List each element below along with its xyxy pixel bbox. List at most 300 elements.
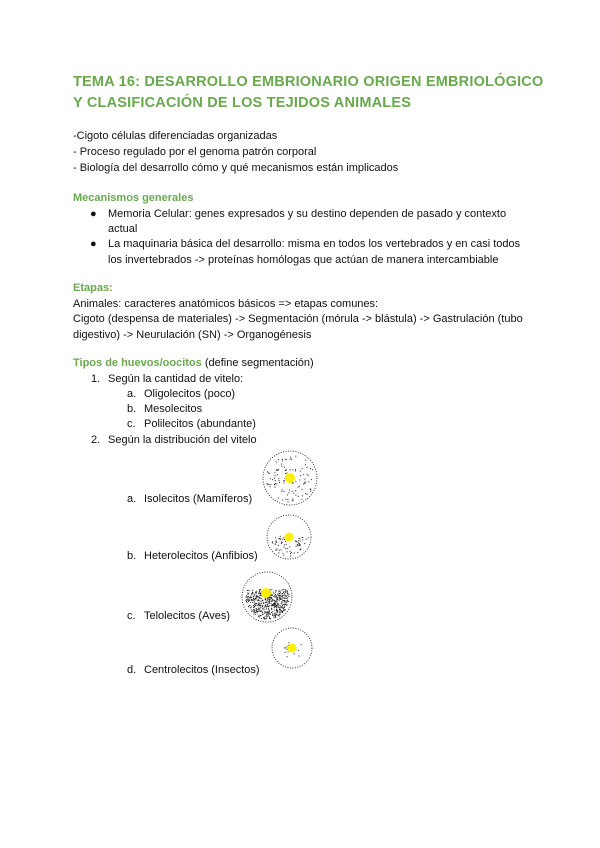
yolk-dot bbox=[275, 617, 276, 618]
yolk-dot bbox=[283, 608, 284, 609]
yolk-dot bbox=[259, 615, 260, 616]
yolk-dot bbox=[281, 590, 282, 591]
yolk-dot bbox=[277, 594, 278, 595]
etapas-line: Animales: caracteres anatómicos básicos => etapas comunes: bbox=[73, 298, 379, 310]
yolk-dot bbox=[268, 597, 269, 598]
yolk-dot bbox=[275, 590, 276, 591]
yolk-dot bbox=[253, 593, 254, 594]
yolk-dot bbox=[260, 601, 261, 602]
yolk-dot bbox=[300, 549, 301, 550]
yolk-dot bbox=[256, 596, 257, 597]
yolk-dot bbox=[256, 603, 257, 604]
yolk-dot bbox=[289, 546, 290, 547]
yolk-dot bbox=[278, 590, 279, 591]
yolk-dot bbox=[269, 600, 270, 601]
yolk-dot bbox=[250, 602, 251, 603]
yolk-dot bbox=[282, 600, 283, 601]
yolk-dot bbox=[254, 612, 255, 613]
yolk-dot bbox=[274, 595, 275, 596]
yolk-dot bbox=[271, 589, 272, 590]
yolk-dot bbox=[285, 590, 286, 591]
yolk-dot bbox=[248, 593, 249, 594]
heterolecito-egg-image bbox=[264, 512, 314, 562]
yolk-dot bbox=[295, 481, 296, 482]
yolk-dot bbox=[289, 594, 290, 595]
yolk-dot bbox=[281, 603, 282, 604]
yolk-dot bbox=[255, 608, 256, 609]
yolk-dot bbox=[248, 596, 249, 597]
yolk-dot bbox=[285, 541, 286, 542]
yolk-dot bbox=[267, 484, 268, 485]
yolk-dot bbox=[286, 604, 287, 605]
yolk-dot bbox=[287, 595, 288, 596]
yolk-dot bbox=[299, 655, 300, 656]
yolk-dot bbox=[287, 597, 288, 598]
yolk-dot bbox=[268, 615, 269, 616]
yolk-dot bbox=[304, 543, 305, 544]
yolk-dot bbox=[285, 647, 286, 648]
yolk-dot bbox=[310, 468, 311, 469]
bullet-text: actual bbox=[108, 223, 138, 235]
yolk-dot bbox=[290, 551, 291, 552]
yolk-dot bbox=[279, 605, 280, 606]
telolecito-egg-image bbox=[239, 569, 295, 625]
yolk-dot bbox=[258, 603, 259, 604]
yolk-dot bbox=[249, 600, 250, 601]
yolk-dot bbox=[285, 592, 286, 593]
yolk-dot bbox=[290, 469, 291, 470]
yolk-dot bbox=[275, 604, 276, 605]
yolk-dot bbox=[268, 603, 269, 604]
yolk-dot bbox=[251, 599, 252, 600]
yolk-dot bbox=[260, 604, 261, 605]
yolk-dot bbox=[283, 600, 284, 601]
yolk-dot bbox=[271, 605, 272, 606]
yolk-dot bbox=[258, 607, 259, 608]
yolk-dot bbox=[268, 608, 269, 609]
yolk-dot bbox=[275, 606, 276, 607]
yolk-dot bbox=[287, 592, 288, 593]
yolk-dot bbox=[283, 589, 284, 590]
yolk-dot bbox=[302, 495, 303, 496]
yolk-dot bbox=[274, 613, 275, 614]
bullet-text: los invertebrados -> proteínas homólogas que actúan de manera intercambiable bbox=[108, 254, 499, 266]
yolk-dot bbox=[256, 609, 257, 610]
yolk-dot bbox=[276, 469, 277, 470]
yolk-dot bbox=[249, 605, 250, 606]
yolk-dot bbox=[272, 599, 273, 600]
yolk-dot bbox=[280, 606, 281, 607]
yolk-dot bbox=[275, 592, 276, 593]
yolk-dot bbox=[252, 590, 253, 591]
yolk-dot bbox=[275, 601, 276, 602]
yolk-dot bbox=[281, 543, 282, 544]
yolk-dot bbox=[282, 606, 283, 607]
yolk-dot bbox=[274, 487, 275, 488]
yolk-dot bbox=[259, 590, 260, 591]
yolk-dot bbox=[265, 602, 266, 603]
yolk-dot bbox=[279, 480, 280, 481]
list-letter: a. bbox=[127, 388, 137, 400]
yolk-dot bbox=[259, 597, 260, 598]
yolk-dot bbox=[306, 539, 307, 540]
yolk-dot bbox=[283, 607, 284, 608]
yolk-dot bbox=[303, 484, 304, 485]
yolk-dot bbox=[288, 651, 289, 652]
yolk-dot bbox=[288, 501, 289, 502]
section-heading-mecanismos: Mecanismos generales bbox=[73, 192, 194, 204]
yolk-dot bbox=[274, 607, 275, 608]
yolk-dot bbox=[279, 598, 280, 599]
yolk-dot bbox=[279, 609, 280, 610]
yolk-dot bbox=[285, 473, 286, 474]
yolk-dot bbox=[280, 612, 281, 613]
centrolecito-egg-image bbox=[270, 626, 314, 670]
yolk-dot bbox=[245, 600, 246, 601]
yolk-dot bbox=[268, 484, 269, 485]
yolk-dot bbox=[304, 483, 305, 484]
yolk-dot bbox=[287, 656, 288, 657]
yolk-dot bbox=[283, 592, 284, 593]
yolk-dot bbox=[297, 552, 298, 553]
yolk-dot bbox=[255, 603, 256, 604]
yolk-dot bbox=[281, 464, 282, 465]
yolk-dot bbox=[284, 545, 285, 546]
yolk-dot bbox=[279, 538, 280, 539]
yolk-dot bbox=[263, 617, 264, 618]
yolk-dot bbox=[275, 602, 276, 603]
yolk-dot bbox=[275, 612, 276, 613]
yolk-dot bbox=[274, 593, 275, 594]
yolk-dot bbox=[281, 491, 282, 492]
yolk-dot bbox=[256, 592, 257, 593]
yolk-dot bbox=[264, 613, 265, 614]
yolk-dot bbox=[254, 599, 255, 600]
yolk-dot bbox=[251, 611, 252, 612]
yolk-dot bbox=[271, 612, 272, 613]
nucleus bbox=[261, 588, 271, 598]
yolk-dot bbox=[278, 607, 279, 608]
yolk-dot bbox=[253, 614, 254, 615]
yolk-dot bbox=[295, 469, 296, 470]
yolk-dot bbox=[284, 607, 285, 608]
yolk-dot bbox=[287, 499, 288, 500]
yolk-dot bbox=[297, 487, 298, 488]
yolk-dot bbox=[280, 538, 281, 539]
yolk-dot bbox=[289, 642, 290, 643]
yolk-dot bbox=[299, 543, 300, 544]
yolk-dot bbox=[264, 607, 265, 608]
yolk-dot bbox=[245, 596, 246, 597]
yolk-dot bbox=[281, 602, 282, 603]
tipos-heading: Tipos de huevos/oocitos bbox=[73, 357, 202, 369]
yolk-dot bbox=[280, 592, 281, 593]
yolk-dot bbox=[273, 617, 274, 618]
yolk-dot bbox=[291, 459, 292, 460]
yolk-dot bbox=[263, 603, 264, 604]
list-item: Según la cantidad de vitelo: bbox=[108, 373, 244, 385]
yolk-dot bbox=[284, 600, 285, 601]
yolk-dot bbox=[275, 616, 276, 617]
yolk-dot bbox=[285, 591, 286, 592]
yolk-dot bbox=[276, 462, 277, 463]
yolk-dot bbox=[254, 609, 255, 610]
yolk-dot bbox=[275, 544, 276, 545]
yolk-dot bbox=[292, 499, 293, 500]
yolk-dot bbox=[279, 612, 280, 613]
yolk-dot bbox=[283, 595, 284, 596]
yolk-dot bbox=[277, 605, 278, 606]
yolk-dot bbox=[299, 538, 300, 539]
yolk-dot bbox=[282, 598, 283, 599]
yolk-dot bbox=[285, 598, 286, 599]
yolk-dot bbox=[271, 597, 272, 598]
yolk-dot bbox=[261, 598, 262, 599]
yolk-dot bbox=[281, 541, 282, 542]
bullet-icon: ● bbox=[90, 238, 97, 250]
yolk-dot bbox=[303, 474, 304, 475]
yolk-dot bbox=[266, 606, 267, 607]
yolk-dot bbox=[279, 600, 280, 601]
yolk-dot bbox=[279, 550, 280, 551]
yolk-dot bbox=[268, 601, 269, 602]
yolk-dot bbox=[264, 617, 265, 618]
yolk-dot bbox=[278, 478, 279, 479]
yolk-dot bbox=[253, 598, 254, 599]
yolk-dot bbox=[255, 598, 256, 599]
yolk-dot bbox=[283, 537, 284, 538]
yolk-dot bbox=[310, 491, 311, 492]
yolk-dot bbox=[295, 456, 296, 457]
yolk-dot bbox=[267, 599, 268, 600]
yolk-dot bbox=[284, 491, 285, 492]
yolk-dot bbox=[276, 550, 277, 551]
yolk-dot bbox=[254, 611, 255, 612]
yolk-dot bbox=[268, 612, 269, 613]
yolk-dot bbox=[279, 597, 280, 598]
yolk-dot bbox=[305, 493, 306, 494]
yolk-dot bbox=[298, 496, 299, 497]
list-number: 1. bbox=[91, 373, 101, 385]
yolk-dot bbox=[279, 482, 280, 483]
yolk-dot bbox=[272, 541, 273, 542]
yolk-dot bbox=[272, 614, 273, 615]
yolk-dot bbox=[300, 541, 301, 542]
yolk-dot bbox=[283, 610, 284, 611]
yolk-dot bbox=[277, 601, 278, 602]
yolk-dot bbox=[262, 608, 263, 609]
yolk-dot bbox=[282, 593, 283, 594]
yolk-dot bbox=[283, 604, 284, 605]
yolk-dot bbox=[270, 599, 271, 600]
yolk-dot bbox=[253, 607, 254, 608]
yolk-dot bbox=[282, 605, 283, 606]
yolk-dot bbox=[248, 601, 249, 602]
yolk-dot bbox=[284, 595, 285, 596]
yolk-dot bbox=[262, 611, 263, 612]
yolk-dot bbox=[276, 609, 277, 610]
yolk-dot bbox=[284, 539, 285, 540]
yolk-dot bbox=[282, 553, 283, 554]
yolk-dot bbox=[246, 595, 247, 596]
yolk-dot bbox=[286, 646, 287, 647]
yolk-dot bbox=[264, 609, 265, 610]
yolk-dot bbox=[246, 601, 247, 602]
yolk-dot bbox=[259, 598, 260, 599]
yolk-dot bbox=[277, 474, 278, 475]
list-item: Según la distribución del vitelo bbox=[108, 434, 257, 446]
yolk-dot bbox=[274, 472, 275, 473]
yolk-dot bbox=[290, 459, 291, 460]
etapas-line: Cigoto (despensa de materiales) -> Segmentación (mórula -> blástula) -> Gastrulación (tubo bbox=[73, 313, 523, 325]
yolk-dot bbox=[281, 601, 282, 602]
yolk-dot bbox=[282, 489, 283, 490]
list-letter: a. bbox=[127, 493, 137, 505]
list-letter: c. bbox=[127, 610, 136, 622]
yolk-dot bbox=[276, 548, 277, 549]
yolk-dot bbox=[256, 610, 257, 611]
yolk-dot bbox=[285, 609, 286, 610]
yolk-dot bbox=[259, 610, 260, 611]
yolk-dot bbox=[246, 602, 247, 603]
bullet-icon: ● bbox=[90, 208, 97, 220]
list-letter: c. bbox=[127, 418, 136, 430]
yolk-dot bbox=[280, 539, 281, 540]
yolk-dot bbox=[250, 597, 251, 598]
list-subitem: Telolecitos (Aves) bbox=[144, 610, 230, 622]
yolk-dot bbox=[260, 607, 261, 608]
yolk-dot bbox=[283, 591, 284, 592]
yolk-dot bbox=[265, 605, 266, 606]
yolk-dot bbox=[266, 615, 267, 616]
yolk-dot bbox=[270, 478, 271, 479]
yolk-dot bbox=[287, 601, 288, 602]
yolk-dot bbox=[259, 617, 260, 618]
yolk-dot bbox=[259, 591, 260, 592]
yolk-dot bbox=[283, 547, 284, 548]
yolk-dot bbox=[308, 537, 309, 538]
yolk-dot bbox=[259, 603, 260, 604]
yolk-dot bbox=[304, 479, 305, 480]
yolk-dot bbox=[267, 604, 268, 605]
yolk-dot bbox=[274, 478, 275, 479]
yolk-dot bbox=[262, 614, 263, 615]
yolk-dot bbox=[267, 605, 268, 606]
yolk-dot bbox=[257, 612, 258, 613]
yolk-dot bbox=[290, 553, 291, 554]
yolk-dot bbox=[262, 612, 263, 613]
yolk-dot bbox=[282, 539, 283, 540]
yolk-dot bbox=[269, 618, 270, 619]
yolk-dot bbox=[280, 599, 281, 600]
yolk-dot bbox=[264, 619, 265, 620]
yolk-dot bbox=[260, 615, 261, 616]
yolk-dot bbox=[272, 600, 273, 601]
yolk-dot bbox=[267, 598, 268, 599]
yolk-dot bbox=[298, 540, 299, 541]
yolk-dot bbox=[271, 603, 272, 604]
yolk-dot bbox=[266, 602, 267, 603]
yolk-dot bbox=[285, 548, 286, 549]
yolk-dot bbox=[269, 597, 270, 598]
yolk-dot bbox=[258, 600, 259, 601]
yolk-dot bbox=[270, 486, 271, 487]
yolk-dot bbox=[307, 474, 308, 475]
yolk-dot bbox=[273, 615, 274, 616]
yolk-dot bbox=[288, 601, 289, 602]
yolk-dot bbox=[293, 500, 294, 501]
yolk-dot bbox=[276, 613, 277, 614]
yolk-dot bbox=[292, 491, 293, 492]
yolk-dot bbox=[269, 605, 270, 606]
yolk-dot bbox=[295, 495, 296, 496]
yolk-dot bbox=[271, 608, 272, 609]
yolk-dot bbox=[277, 614, 278, 615]
yolk-dot bbox=[308, 481, 309, 482]
yolk-dot bbox=[257, 600, 258, 601]
yolk-dot bbox=[281, 599, 282, 600]
yolk-dot bbox=[267, 483, 268, 484]
yolk-dot bbox=[278, 615, 279, 616]
yolk-dot bbox=[269, 599, 270, 600]
list-subitem: Centrolecitos (Insectos) bbox=[144, 664, 260, 676]
yolk-dot bbox=[290, 457, 291, 458]
yolk-dot bbox=[276, 611, 277, 612]
yolk-dot bbox=[274, 600, 275, 601]
yolk-dot bbox=[276, 599, 277, 600]
yolk-dot bbox=[300, 475, 301, 476]
yolk-dot bbox=[286, 649, 287, 650]
intro-line: -Cigoto células diferenciadas organizadas bbox=[73, 130, 278, 142]
list-number: 2. bbox=[91, 434, 101, 446]
yolk-dot bbox=[248, 590, 249, 591]
yolk-dot bbox=[287, 590, 288, 591]
yolk-dot bbox=[255, 614, 256, 615]
yolk-dot bbox=[301, 644, 302, 645]
yolk-dot bbox=[281, 466, 282, 467]
yolk-dot bbox=[277, 597, 278, 598]
yolk-dot bbox=[282, 460, 283, 461]
yolk-dot bbox=[283, 597, 284, 598]
yolk-dot bbox=[275, 475, 276, 476]
yolk-dot bbox=[302, 468, 303, 469]
yolk-dot bbox=[296, 541, 297, 542]
yolk-dot bbox=[258, 605, 259, 606]
yolk-dot bbox=[263, 608, 264, 609]
yolk-dot bbox=[274, 484, 275, 485]
yolk-dot bbox=[254, 595, 255, 596]
yolk-dot bbox=[266, 614, 267, 615]
yolk-dot bbox=[310, 488, 311, 489]
list-letter: d. bbox=[127, 664, 137, 676]
yolk-dot bbox=[268, 609, 269, 610]
yolk-dot bbox=[284, 467, 285, 468]
yolk-dot bbox=[262, 605, 263, 606]
list-subitem: Heterolecitos (Anfibios) bbox=[144, 550, 258, 562]
yolk-dot bbox=[257, 596, 258, 597]
isolecito-egg-image bbox=[260, 448, 320, 508]
yolk-dot bbox=[292, 501, 293, 502]
yolk-dot bbox=[257, 605, 258, 606]
etapas-line: digestivo) -> Neurulación (SN) -> Organogénesis bbox=[73, 329, 312, 341]
yolk-dot bbox=[258, 609, 259, 610]
section-heading-etapas: Etapas: bbox=[73, 282, 113, 294]
yolk-dot bbox=[290, 555, 291, 556]
list-subitem: Isolecitos (Mamíferos) bbox=[144, 493, 253, 505]
yolk-dot bbox=[269, 616, 270, 617]
yolk-dot bbox=[258, 604, 259, 605]
list-subitem: Mesolecitos bbox=[144, 403, 203, 415]
